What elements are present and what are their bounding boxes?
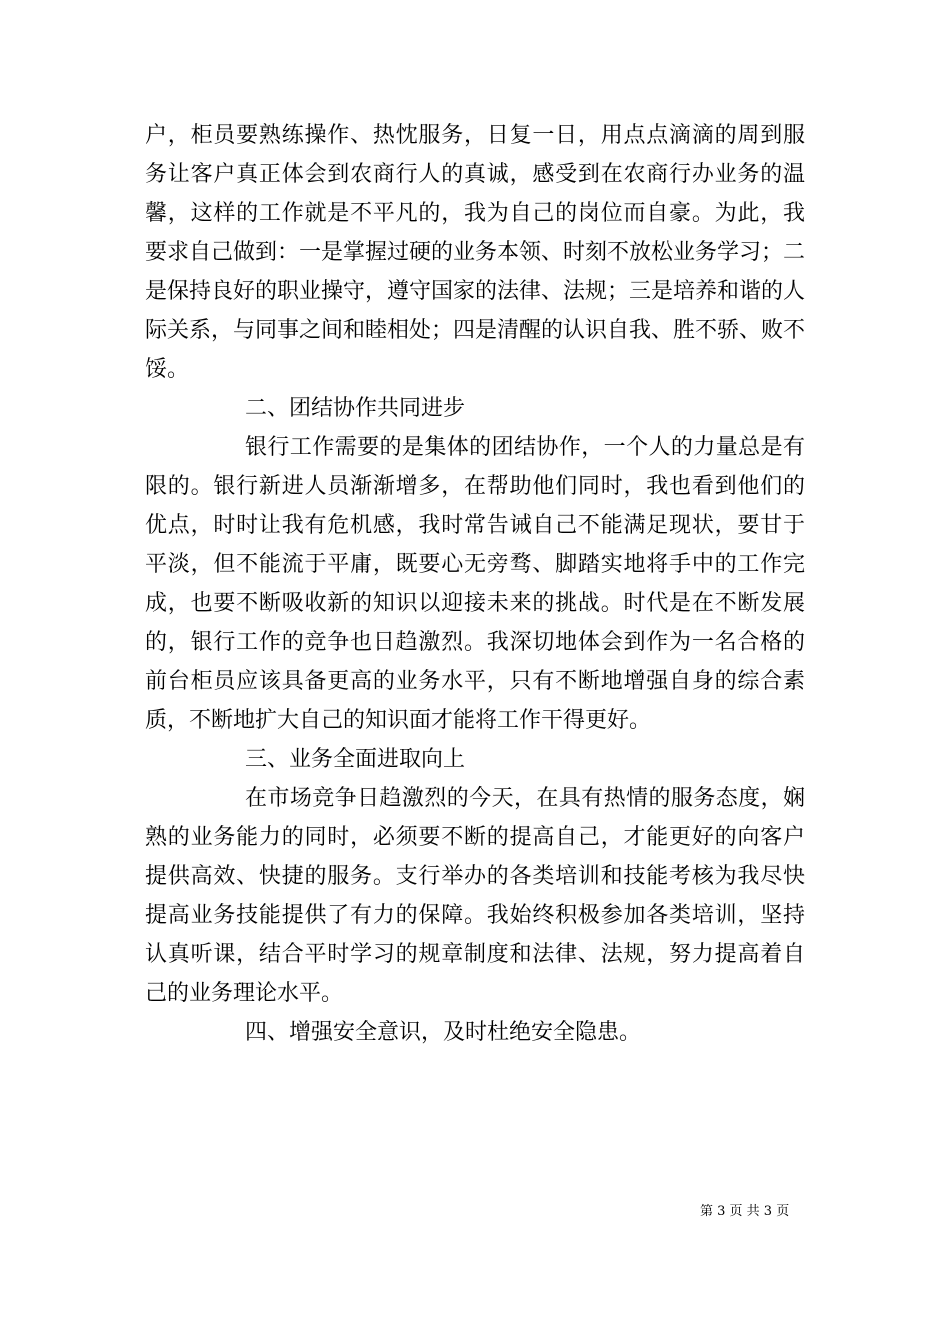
- text-line: 成，也要不断吸收新的知识以迎接未来的挑战。时代是在不断发展: [145, 591, 805, 616]
- text-line: 熟的业务能力的同时，必须要不断的提高自己，才能更好的向客户: [145, 825, 805, 850]
- text-line: 己的业务理论水平。: [145, 981, 344, 1006]
- page-number-footer: 第 3 页 共 3 页: [700, 1204, 790, 1219]
- document-body: [145, 116, 805, 1052]
- section-heading-4: 四、增强安全意识，及时杜绝安全隐患。: [245, 1020, 642, 1045]
- text-line: 的，银行工作的竞争也日趋激烈。我深切地体会到作为一名合格的: [145, 630, 805, 655]
- text-line: 是保持良好的职业操守，遵守国家的法律、法规；三是培养和谐的人: [145, 279, 806, 304]
- text-line: 平淡，但不能流于平庸，既要心无旁骛、脚踏实地将手中的工作完: [145, 552, 805, 577]
- text-line: 质，不断地扩大自己的知识面才能将工作干得更好。: [145, 708, 652, 733]
- section-heading-3: 三、业务全面进取向上: [245, 747, 466, 772]
- text-line: 馨，这样的工作就是不平凡的，我为自己的岗位而自豪。为此，我: [145, 201, 805, 226]
- text-line: 优点，时时让我有危机感，我时常告诫自己不能满足现状，要甘于: [145, 513, 805, 538]
- paragraph-section1-tail: [145, 116, 805, 389]
- text-line: 银行工作需要的是集体的团结协作，一个人的力量总是有: [245, 435, 805, 460]
- paragraph-section3: [145, 779, 805, 1013]
- text-line: 务让客户真正体会到农商行人的真诚，感受到在农商行办业务的温: [145, 162, 805, 187]
- text-line: 在市场竞争日趋激烈的今天，在具有热情的服务态度，娴: [245, 786, 805, 811]
- text-line: 前台柜员应该具备更高的业务水平，只有不断地增强自身的综合素: [145, 669, 805, 694]
- text-line: 要求自己做到：一是掌握过硬的业务本领、时刻不放松业务学习；二: [145, 240, 806, 265]
- section-heading-2: 二、团结协作共同进步: [245, 396, 466, 421]
- text-line: 限的。银行新进人员渐渐增多，在帮助他们同时，我也看到他们的: [145, 474, 805, 499]
- text-line: 户，柜员要熟练操作、热忱服务，日复一日，用点点滴滴的周到服: [145, 123, 805, 148]
- text-line: 际关系，与同事之间和睦相处；四是清醒的认识自我、胜不骄、败不: [145, 318, 806, 343]
- text-line: 提供高效、快捷的服务。支行举办的各类培训和技能考核为我尽快: [145, 864, 805, 889]
- text-line: 提高业务技能提供了有力的保障。我始终积极参加各类培训，坚持: [145, 903, 805, 928]
- text-line: 认真听课，结合平时学习的规章制度和法律、法规，努力提高着自: [145, 942, 805, 967]
- paragraph-section2: [145, 428, 805, 740]
- text-line: 馁。: [145, 357, 190, 382]
